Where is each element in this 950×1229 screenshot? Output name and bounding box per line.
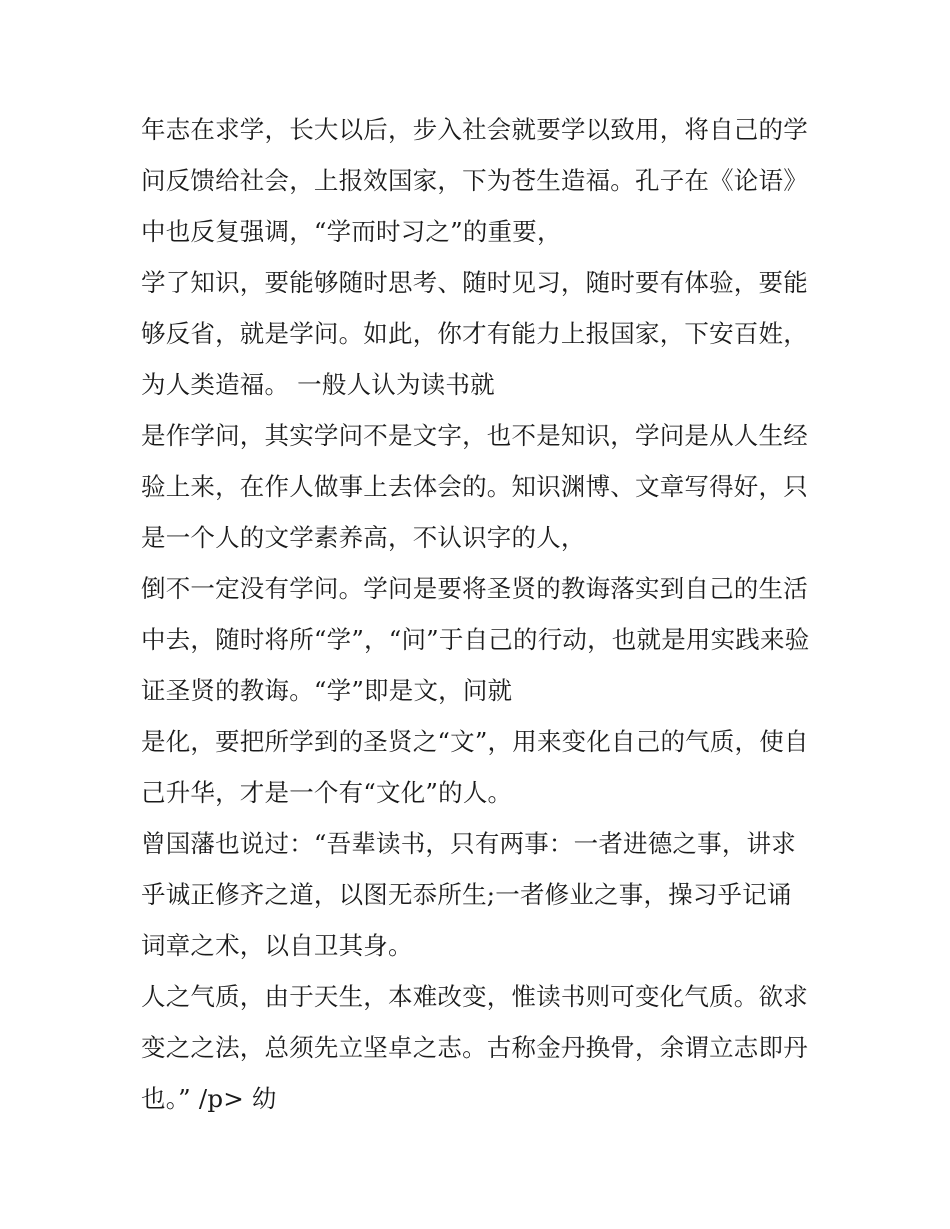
text-line: 验上来，在作人做事上去体会的。知识渊博、文章写得好，只 (141, 472, 808, 501)
text-line: 也。” /p> 幼 (141, 1084, 277, 1113)
text-line: 词章之术，以自卫其身。 (141, 931, 413, 960)
text-line: 己升华，才是一个有“文化”的人。 (141, 778, 513, 807)
text-line: 乎诚正修齐之道，以图无忝所生;一者修业之事，操习乎记诵 (141, 880, 792, 909)
text-line: 证圣贤的教诲。“学”即是文，问就 (141, 676, 513, 705)
text-line: 是化，要把所学到的圣贤之“文”，用来变化自己的气质，使自 (141, 727, 809, 756)
text-line: 问反馈给社会，上报效国家，下为苍生造福。孔子在《论语》 (141, 166, 808, 195)
text-line: 年志在求学，长大以后，步入社会就要学以致用，将自己的学 (141, 115, 808, 144)
document-text (141, 110, 821, 1130)
text-line: 倒不一定没有学问。学问是要将圣贤的教诲落实到自己的生活 (141, 574, 808, 603)
text-line: 学了知识，要能够随时思考、随时见习，随时要有体验，要能 (141, 268, 808, 297)
text-line: 够反省，就是学问。如此，你才有能力上报国家，下安百姓， (141, 319, 808, 348)
text-line: 为人类造福。 一般人认为读书就 (141, 370, 495, 399)
text-line: 中也反复强调，“学而时习之”的重要， (141, 217, 562, 246)
text-line: 是作学问，其实学问不是文字，也不是知识，学问是从人生经 (141, 421, 808, 450)
text-line: 中去，随时将所“学”，“问”于自己的行动，也就是用实践来验 (141, 625, 810, 654)
text-line: 曾国藩也说过：“吾辈读书，只有两事：一者进德之事，讲求 (141, 829, 796, 858)
text-line: 人之气质，由于天生，本难改变，惟读书则可变化气质。欲求 (141, 982, 808, 1011)
text-line: 变之之法，总须先立坚卓之志。古称金丹换骨，余谓立志即丹 (141, 1033, 808, 1062)
text-line: 是一个人的文学素养高，不认识字的人， (141, 523, 586, 552)
